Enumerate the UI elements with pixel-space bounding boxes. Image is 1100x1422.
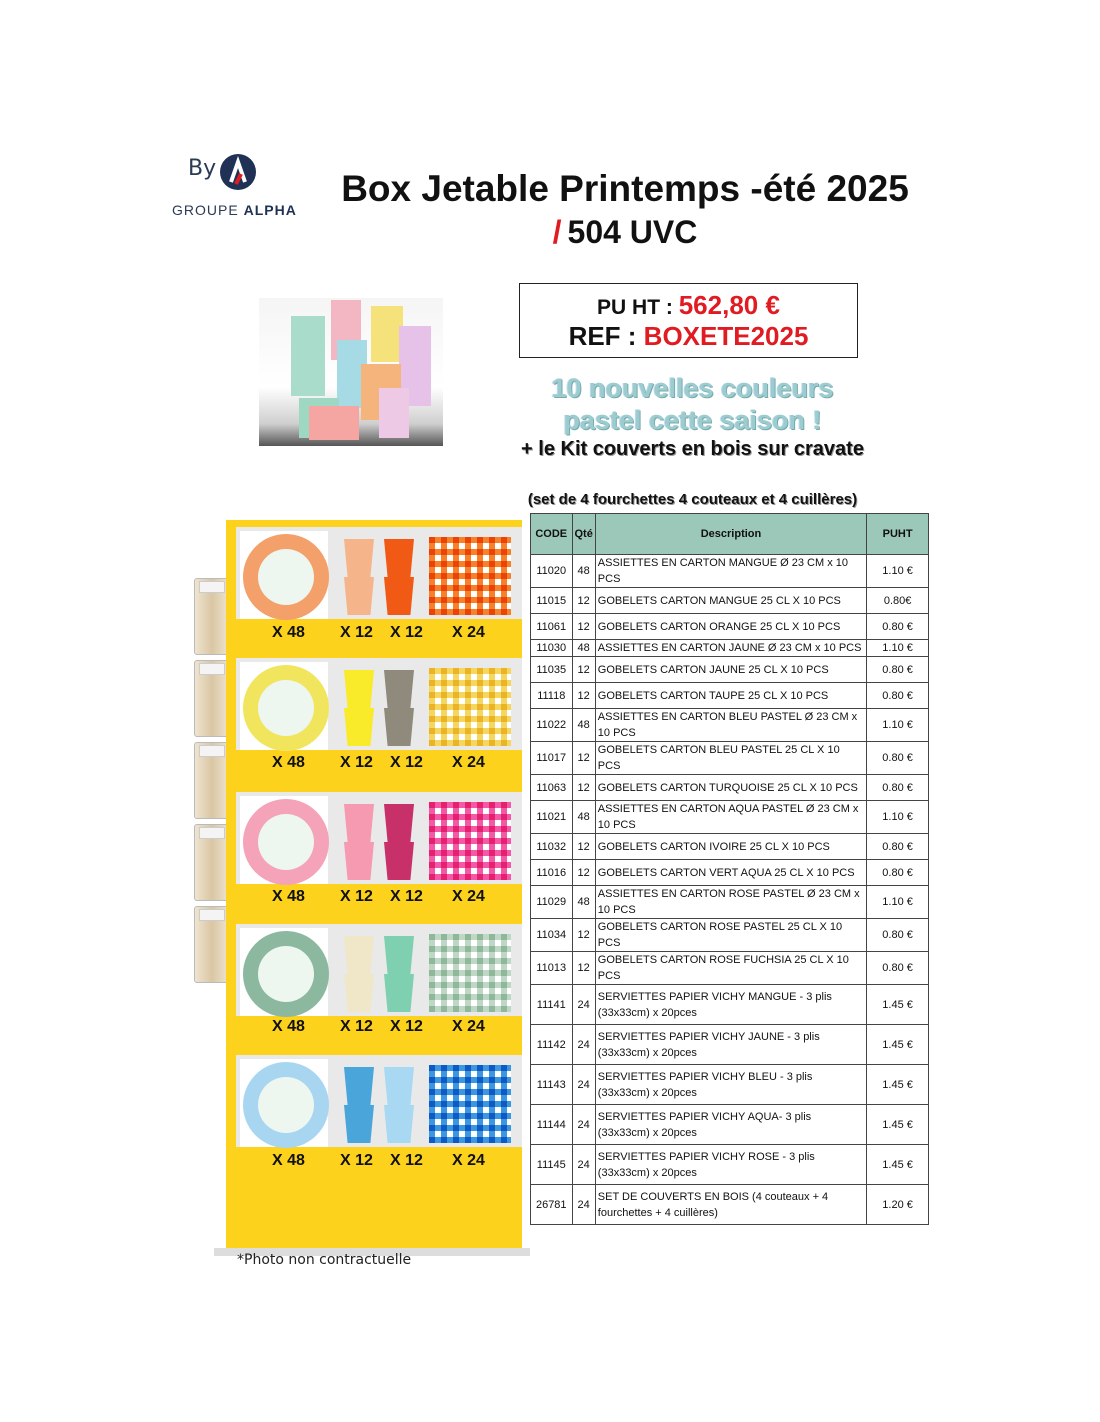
plate-quantity: X 48 bbox=[272, 1152, 305, 1169]
reference-label: REF : bbox=[568, 321, 644, 351]
table-row bbox=[531, 657, 929, 683]
product-quantity: 48 bbox=[572, 709, 595, 742]
product-price: 0.80 € bbox=[867, 614, 929, 640]
product-description: SERVIETTES PAPIER VICHY AQUA- 3 plis (33x33cm) x 20pces bbox=[595, 1105, 866, 1145]
table-row bbox=[531, 588, 929, 614]
product-description: GOBELETS CARTON TAUPE 25 CL X 10 PCS bbox=[595, 683, 866, 709]
product-quantity: 48 bbox=[572, 801, 595, 834]
logo-company-name: GROUPE ALPHA bbox=[172, 202, 297, 218]
product-quantity: 24 bbox=[572, 1025, 595, 1065]
product-price: 1.45 € bbox=[867, 1065, 929, 1105]
product-description: SERVIETTES PAPIER VICHY JAUNE - 3 plis (33x33cm) x 20pces bbox=[595, 1025, 866, 1065]
cup-icon bbox=[344, 1067, 374, 1105]
uvc-count: 504 UVC bbox=[567, 214, 698, 250]
product-description: GOBELETS CARTON BLEU PASTEL 25 CL X 10 PCS bbox=[595, 742, 866, 775]
cup2-quantity: X 12 bbox=[390, 1018, 423, 1035]
product-code: 11015 bbox=[531, 588, 573, 614]
napkin-quantity: X 24 bbox=[452, 1018, 485, 1035]
product-quantity: 12 bbox=[572, 614, 595, 640]
product-code: 11016 bbox=[531, 860, 573, 886]
cup1-quantity: X 12 bbox=[340, 624, 373, 641]
napkin-quantity: X 24 bbox=[452, 888, 485, 905]
table-row bbox=[531, 952, 929, 985]
product-code: 11035 bbox=[531, 657, 573, 683]
product-code: 11144 bbox=[531, 1105, 573, 1145]
table-row bbox=[531, 614, 929, 640]
cup-icon bbox=[384, 842, 414, 880]
cutlery-pack bbox=[194, 824, 230, 901]
product-code: 11034 bbox=[531, 919, 573, 952]
product-code: 11021 bbox=[531, 801, 573, 834]
plate-icon bbox=[240, 796, 328, 884]
cup-icon bbox=[344, 1105, 374, 1143]
cutlery-hooks bbox=[194, 578, 228, 998]
cup1-quantity: X 12 bbox=[340, 754, 373, 771]
shelf-row bbox=[236, 527, 522, 619]
product-price: 1.20 € bbox=[867, 1185, 929, 1225]
promo-headline: 10 nouvelles couleurs pastel cette saison ! bbox=[551, 373, 834, 435]
product-description: SERVIETTES PAPIER VICHY ROSE - 3 plis (33x33cm) x 20pces bbox=[595, 1145, 866, 1185]
product-quantity: 12 bbox=[572, 952, 595, 985]
cup-icon bbox=[384, 577, 414, 615]
product-code: 11141 bbox=[531, 985, 573, 1025]
plate-quantity: X 48 bbox=[272, 624, 305, 641]
subtitle-slash: / bbox=[552, 214, 562, 250]
cup1-quantity: X 12 bbox=[340, 1018, 373, 1035]
header-description: Description bbox=[595, 514, 866, 555]
product-price: 1.45 € bbox=[867, 1145, 929, 1185]
table-row bbox=[531, 985, 929, 1025]
reference-value: BOXETE2025 bbox=[643, 321, 809, 351]
reference-line bbox=[520, 321, 857, 352]
cutlery-pack bbox=[194, 906, 230, 983]
table-row bbox=[531, 555, 929, 588]
table-row bbox=[531, 1185, 929, 1225]
table-header-row bbox=[531, 514, 929, 555]
cup-icon bbox=[344, 936, 374, 974]
product-code: 11020 bbox=[531, 555, 573, 588]
napkin-quantity: X 24 bbox=[452, 624, 485, 641]
table-row bbox=[531, 1105, 929, 1145]
product-description: ASSIETTES EN CARTON ROSE PASTEL Ø 23 CM x 10 PCS bbox=[595, 886, 866, 919]
product-price: 0.80 € bbox=[867, 919, 929, 952]
product-description: GOBELETS CARTON JAUNE 25 CL X 10 PCS bbox=[595, 657, 866, 683]
shelf-row bbox=[236, 792, 522, 884]
product-code: 26781 bbox=[531, 1185, 573, 1225]
cup-icon bbox=[384, 1105, 414, 1143]
product-code: 11145 bbox=[531, 1145, 573, 1185]
cup-icon bbox=[384, 708, 414, 746]
product-quantity: 12 bbox=[572, 742, 595, 775]
product-quantity: 24 bbox=[572, 1065, 595, 1105]
product-code: 11029 bbox=[531, 886, 573, 919]
product-quantity: 12 bbox=[572, 834, 595, 860]
cutlery-pack bbox=[194, 578, 230, 655]
plate-quantity: X 48 bbox=[272, 754, 305, 771]
product-quantity: 24 bbox=[572, 1105, 595, 1145]
page-title: Box Jetable Printemps -été 2025 bbox=[341, 168, 909, 209]
product-description: ASSIETTES EN CARTON JAUNE Ø 23 CM x 10 PCS bbox=[595, 640, 866, 657]
cup-icon bbox=[384, 1067, 414, 1105]
page-subtitle bbox=[300, 214, 950, 251]
cup1-quantity: X 12 bbox=[340, 1152, 373, 1169]
header-quantity: Qté bbox=[572, 514, 595, 555]
table-row bbox=[531, 640, 929, 657]
cup2-quantity: X 12 bbox=[390, 888, 423, 905]
product-code: 11061 bbox=[531, 614, 573, 640]
product-price: 0.80 € bbox=[867, 952, 929, 985]
product-quantity: 12 bbox=[572, 588, 595, 614]
product-description: GOBELETS CARTON ROSE FUCHSIA 25 CL X 10 PCS bbox=[595, 952, 866, 985]
product-price: 0.80 € bbox=[867, 683, 929, 709]
product-description: GOBELETS CARTON MANGUE 25 CL X 10 PCS bbox=[595, 588, 866, 614]
product-code: 11142 bbox=[531, 1025, 573, 1065]
product-code: 11118 bbox=[531, 683, 573, 709]
cup2-quantity: X 12 bbox=[390, 1152, 423, 1169]
product-price: 0.80 € bbox=[867, 860, 929, 886]
product-quantity: 48 bbox=[572, 555, 595, 588]
product-quantity: 12 bbox=[572, 775, 595, 801]
product-quantity: 12 bbox=[572, 919, 595, 952]
product-price: 1.45 € bbox=[867, 1105, 929, 1145]
cup-icon bbox=[344, 804, 374, 842]
table-row bbox=[531, 801, 929, 834]
product-quantity: 24 bbox=[572, 1185, 595, 1225]
cup-icon bbox=[384, 804, 414, 842]
product-price: 0.80€ bbox=[867, 588, 929, 614]
table-row bbox=[531, 775, 929, 801]
table-row bbox=[531, 742, 929, 775]
table-row bbox=[531, 683, 929, 709]
cup-icon bbox=[384, 539, 414, 577]
header-price: PUHT bbox=[867, 514, 929, 555]
cup-icon bbox=[344, 577, 374, 615]
product-description: GOBELETS CARTON ORANGE 25 CL X 10 PCS bbox=[595, 614, 866, 640]
product-quantity: 24 bbox=[572, 985, 595, 1025]
header-code: CODE bbox=[531, 514, 573, 555]
plate-icon bbox=[240, 1059, 328, 1147]
plate-icon bbox=[240, 662, 328, 750]
product-code: 11013 bbox=[531, 952, 573, 985]
cup-icon bbox=[384, 974, 414, 1012]
plate-quantity: X 48 bbox=[272, 1018, 305, 1035]
product-price: 1.10 € bbox=[867, 886, 929, 919]
table-row bbox=[531, 709, 929, 742]
unit-price-label: PU HT : bbox=[597, 296, 679, 319]
napkin-quantity: X 24 bbox=[452, 754, 485, 771]
unit-price-value: 562,80 € bbox=[678, 290, 780, 320]
product-code: 11032 bbox=[531, 834, 573, 860]
pastel-cups-photo bbox=[259, 298, 443, 446]
promo-kit-text: + le Kit couverts en bois sur cravate bbox=[521, 438, 864, 460]
product-price: 0.80 € bbox=[867, 742, 929, 775]
product-code: 11017 bbox=[531, 742, 573, 775]
product-quantity: 12 bbox=[572, 683, 595, 709]
cup-icon bbox=[384, 936, 414, 974]
product-price: 1.10 € bbox=[867, 709, 929, 742]
product-description: GOBELETS CARTON VERT AQUA 25 CL X 10 PCS bbox=[595, 860, 866, 886]
cup-icon bbox=[344, 539, 374, 577]
plate-quantity: X 48 bbox=[272, 888, 305, 905]
groupe-alpha-logo bbox=[170, 152, 310, 222]
shelf-row bbox=[236, 658, 522, 750]
table-row bbox=[531, 919, 929, 952]
product-description: ASSIETTES EN CARTON MANGUE Ø 23 CM x 10 PCS bbox=[595, 555, 866, 588]
product-quantity: 12 bbox=[572, 657, 595, 683]
logo-by-text: By bbox=[188, 156, 217, 181]
product-description: GOBELETS CARTON TURQUOISE 25 CL X 10 PCS bbox=[595, 775, 866, 801]
product-quantity: 12 bbox=[572, 860, 595, 886]
table-row bbox=[531, 1145, 929, 1185]
product-code: 11022 bbox=[531, 709, 573, 742]
napkin-icon bbox=[429, 668, 511, 746]
cutlery-pack bbox=[194, 742, 230, 819]
product-price: 1.45 € bbox=[867, 1025, 929, 1065]
product-quantity: 24 bbox=[572, 1145, 595, 1185]
price-box bbox=[519, 283, 858, 358]
napkin-icon bbox=[429, 537, 511, 615]
cup-icon bbox=[344, 842, 374, 880]
plate-icon bbox=[240, 531, 328, 619]
product-price: 1.10 € bbox=[867, 555, 929, 588]
napkin-icon bbox=[429, 934, 511, 1012]
shelf-row bbox=[236, 1055, 522, 1147]
napkin-icon bbox=[429, 1065, 511, 1143]
product-table bbox=[530, 513, 929, 1225]
cup-icon bbox=[384, 670, 414, 708]
product-quantity: 48 bbox=[572, 886, 595, 919]
photo-disclaimer: *Photo non contractuelle bbox=[237, 1252, 412, 1268]
product-description: SERVIETTES PAPIER VICHY BLEU - 3 plis (33x33cm) x 20pces bbox=[595, 1065, 866, 1105]
product-price: 0.80 € bbox=[867, 775, 929, 801]
alpha-logo-icon bbox=[220, 154, 256, 190]
unit-price-line bbox=[520, 290, 857, 321]
cup2-quantity: X 12 bbox=[390, 754, 423, 771]
product-description: GOBELETS CARTON ROSE PASTEL 25 CL X 10 PCS bbox=[595, 919, 866, 952]
cup-icon bbox=[344, 670, 374, 708]
product-price: 1.45 € bbox=[867, 985, 929, 1025]
cup2-quantity: X 12 bbox=[390, 624, 423, 641]
product-price: 0.80 € bbox=[867, 834, 929, 860]
product-code: 11063 bbox=[531, 775, 573, 801]
cutlery-pack bbox=[194, 660, 230, 737]
cup-icon bbox=[344, 974, 374, 1012]
table-row bbox=[531, 834, 929, 860]
table-row bbox=[531, 1065, 929, 1105]
product-price: 1.10 € bbox=[867, 640, 929, 657]
cup1-quantity: X 12 bbox=[340, 888, 373, 905]
napkin-quantity: X 24 bbox=[452, 1152, 485, 1169]
table-row bbox=[531, 886, 929, 919]
product-description: SET DE COUVERTS EN BOIS (4 couteaux + 4 fourchettes + 4 cuillères) bbox=[595, 1185, 866, 1225]
product-code: 11030 bbox=[531, 640, 573, 657]
product-description: GOBELETS CARTON IVOIRE 25 CL X 10 PCS bbox=[595, 834, 866, 860]
product-code: 11143 bbox=[531, 1065, 573, 1105]
table-row bbox=[531, 1025, 929, 1065]
product-quantity: 48 bbox=[572, 640, 595, 657]
table-row bbox=[531, 860, 929, 886]
plate-icon bbox=[240, 928, 328, 1016]
product-price: 1.10 € bbox=[867, 801, 929, 834]
shelf-row bbox=[236, 924, 522, 1016]
promo-kit-details: (set de 4 fourchettes 4 couteaux et 4 cuillères) bbox=[527, 491, 858, 508]
product-description: SERVIETTES PAPIER VICHY MANGUE - 3 plis (33x33cm) x 20pces bbox=[595, 985, 866, 1025]
product-price: 0.80 € bbox=[867, 657, 929, 683]
product-description: ASSIETTES EN CARTON BLEU PASTEL Ø 23 CM x 10 PCS bbox=[595, 709, 866, 742]
cup-icon bbox=[344, 708, 374, 746]
napkin-icon bbox=[429, 802, 511, 880]
product-description: ASSIETTES EN CARTON AQUA PASTEL Ø 23 CM x 10 PCS bbox=[595, 801, 866, 834]
